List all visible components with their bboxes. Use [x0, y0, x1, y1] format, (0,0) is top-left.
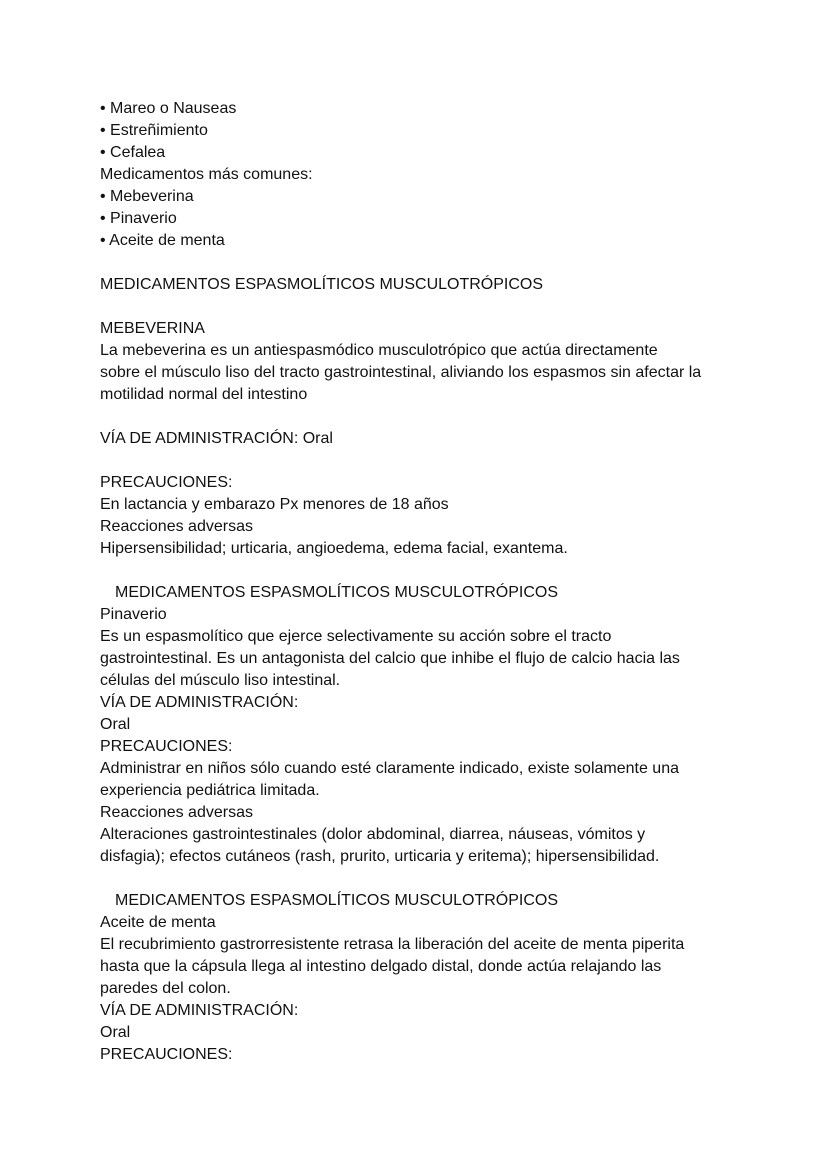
- blank-line: [100, 296, 760, 318]
- section-heading: PRECAUCIONES:: [100, 1046, 233, 1063]
- bullet-item: • Estreñimiento: [100, 122, 208, 139]
- text-line: VÍA DE ADMINISTRACIÓN: Oral: [100, 430, 333, 447]
- text-line: Alteraciones gastrointestinales (dolor abdominal, diarrea, náuseas, vómitos y: [100, 826, 646, 843]
- text-line: El recubrimiento gastrorresistente retrasa la liberación del aceite de menta piperita: [100, 936, 685, 953]
- section-heading: MEDICAMENTOS ESPASMOLÍTICOS MUSCULOTRÓPICOS: [100, 276, 544, 293]
- text-line: sobre el músculo liso del tracto gastrointestinal, aliviando los espasmos sin afectar la: [100, 364, 702, 381]
- text-line: VÍA DE ADMINISTRACIÓN:: [100, 1002, 299, 1019]
- section-heading: PRECAUCIONES:: [100, 738, 233, 755]
- document-page: [100, 98, 760, 1066]
- text-line: paredes del colon.: [100, 980, 231, 997]
- blank-line: [100, 868, 760, 890]
- text-line: En lactancia y embarazo Px menores de 18 años: [100, 496, 449, 513]
- text-line: Reacciones adversas: [100, 804, 253, 821]
- text-line: Hipersensibilidad; urticaria, angioedema, edema facial, exantema.: [100, 540, 568, 557]
- blank-line: [100, 560, 760, 582]
- text-line: Medicamentos más comunes:: [100, 166, 313, 183]
- text-line: Pinaverio: [100, 606, 167, 623]
- section-heading: MEDICAMENTOS ESPASMOLÍTICOS MUSCULOTRÓPICOS: [115, 584, 559, 601]
- text-line: Aceite de menta: [100, 914, 216, 931]
- text-line: Reacciones adversas: [100, 518, 253, 535]
- text-line: motilidad normal del intestino: [100, 386, 308, 403]
- text-line: Oral: [100, 1024, 131, 1041]
- bullet-item: • Pinaverio: [100, 210, 177, 227]
- bullet-item: • Aceite de menta: [100, 232, 225, 249]
- bullet-item: • Mareo o Nauseas: [100, 100, 237, 117]
- text-line: hasta que la cápsula llega al intestino delgado distal, donde actúa relajando las: [100, 958, 662, 975]
- text-line: La mebeverina es un antiespasmódico musculotrópico que actúa directamente: [100, 342, 658, 359]
- section-heading: MEBEVERINA: [100, 320, 205, 337]
- text-line: Administrar en niños sólo cuando esté claramente indicado, existe solamente una: [100, 760, 679, 777]
- bullet-item: • Mebeverina: [100, 188, 194, 205]
- section-heading: MEDICAMENTOS ESPASMOLÍTICOS MUSCULOTRÓPICOS: [115, 892, 559, 909]
- text-line: células del músculo liso intestinal.: [100, 672, 341, 689]
- text-line: gastrointestinal. Es un antagonista del calcio que inhibe el flujo de calcio hacia las: [100, 650, 680, 667]
- bullet-item: • Cefalea: [100, 144, 166, 161]
- text-line: VÍA DE ADMINISTRACIÓN:: [100, 694, 299, 711]
- section-heading: PRECAUCIONES:: [100, 474, 233, 491]
- text-line: disfagia); efectos cutáneos (rash, prurito, urticaria y eritema); hipersensibilidad.: [100, 848, 660, 865]
- text-line: Oral: [100, 716, 131, 733]
- blank-line: [100, 450, 760, 472]
- text-line: Es un espasmolítico que ejerce selectivamente su acción sobre el tracto: [100, 628, 612, 645]
- text-line: experiencia pediátrica limitada.: [100, 782, 320, 799]
- blank-line: [100, 406, 760, 428]
- blank-line: [100, 252, 760, 274]
